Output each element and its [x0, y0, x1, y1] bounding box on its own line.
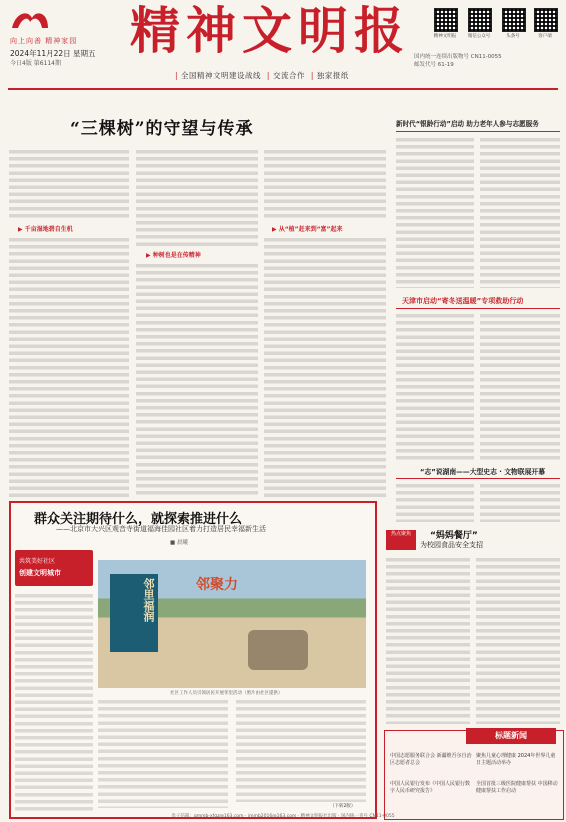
section-subhead: ▶ 从“植”赶来到“富”起来	[272, 226, 343, 233]
masthead-divider	[8, 88, 558, 90]
mama-title[interactable]: “妈妈餐厅”	[430, 531, 478, 541]
article-column	[264, 236, 386, 498]
news-item[interactable]: 聚焦儿童心理健康 2024年世界儿童日主题活动举办	[476, 753, 556, 766]
continued-note: （下转2版）	[330, 804, 356, 809]
people-group	[248, 630, 308, 670]
campaign-badge	[15, 550, 93, 586]
article-column	[396, 136, 474, 288]
byline: ■ 晨曦	[170, 540, 188, 546]
qr-code-area	[412, 6, 562, 84]
qr-label: 微信公众号	[467, 34, 491, 39]
section-subhead: ▶ 种树也是在传精神	[146, 252, 201, 259]
divider	[396, 131, 560, 132]
slogan-bar: | 全国精神文明建设战线 | 交流合作 | 独家报纸	[175, 71, 349, 80]
right-headline-2[interactable]: 天津市启动“寄冬送温暖”专项救助行动	[402, 297, 524, 305]
feature-subtitle: ——北京市大兴区观音寺街道福海佳园社区着力打造居民幸福新生活	[56, 525, 266, 533]
badge-line: 共筑美好社区	[19, 558, 56, 565]
main-headline[interactable]: “三棵树”的守望与传承	[70, 119, 254, 139]
title-news-head: 标题新闻	[466, 728, 556, 744]
photo-caption: 社区工作人员引领居民开展邻里活动（照片由社区提供）	[170, 691, 283, 696]
article-column	[15, 592, 93, 812]
article-column	[236, 698, 366, 802]
divider	[396, 478, 560, 479]
news-item[interactable]: 中国志愿服务联合会 新疆维吾尔自治区志愿者总会	[390, 753, 472, 766]
slogan-part: 交流合作	[272, 71, 305, 80]
qr-label: 头条号	[506, 34, 520, 39]
article-column	[480, 312, 560, 460]
right-headline-1[interactable]: 新时代“银龄行动”启动 助力老年人参与志愿服务	[396, 120, 539, 128]
hotspot-label: 热点聚焦	[390, 531, 411, 537]
newspaper-logo-icon	[8, 6, 52, 36]
article-column	[480, 482, 560, 522]
hotspot-badge	[386, 530, 416, 550]
article-column	[396, 482, 474, 522]
issue-number: 今日4版 第6114期	[10, 60, 61, 67]
masthead	[0, 0, 566, 92]
qr-label: 精神文明报	[433, 34, 457, 39]
postal-code: 邮发代号 61-19	[414, 62, 454, 68]
article-column	[480, 136, 560, 288]
article-column	[9, 236, 129, 498]
article-column	[476, 556, 560, 724]
news-item[interactable]: 全国首批三级医院健康帮扶 中国移动健康帮扶工作启动	[476, 781, 558, 794]
feature-title[interactable]: 群众关注期待什么，就探索推进什么	[34, 512, 243, 527]
feature-photo	[98, 560, 366, 688]
slogan-part: 全国精神文明建设战线	[181, 71, 262, 80]
logo-subtitle: 向上向善 精神家园	[10, 37, 78, 45]
news-item[interactable]: 中国人民银行发布《中国人民银行数字人民币研究报告》	[390, 781, 471, 794]
qr-code-icon[interactable]	[434, 8, 458, 32]
article-column	[396, 312, 474, 460]
article-column	[136, 262, 258, 498]
qr-code-icon[interactable]	[468, 8, 492, 32]
article-column	[9, 148, 129, 220]
issue-date: 2024年11月22日 星期五	[10, 49, 96, 58]
divider	[396, 308, 560, 309]
article-column	[98, 698, 228, 808]
qr-code-icon[interactable]	[534, 8, 558, 32]
community-sign: 邻聚力	[196, 577, 238, 593]
article-column	[386, 556, 470, 724]
edition-code: 国内统一连续出版物号 CN11-0055	[414, 54, 502, 60]
article-column	[136, 148, 258, 246]
qr-code-icon[interactable]	[502, 8, 526, 32]
badge-line: 创建文明城市	[19, 569, 61, 577]
article-column	[264, 148, 386, 220]
paper-name: 精神文明报	[130, 1, 410, 60]
mama-subtitle[interactable]: 为校园食品安全支招	[420, 541, 483, 549]
section-subhead: ▶ 千亩湿地碧自生机	[18, 226, 73, 233]
page-footer: 电子信箱：gmmb-xfgz@163.com · jmmb2016@163.com · 精神文明报社出版 · 国内统一刊号 CN11-0055	[171, 814, 395, 819]
right-headline-3[interactable]: “志”说湖南——大型史志 · 文物联展开幕	[420, 468, 545, 476]
slogan-part: 独家报纸	[316, 71, 349, 80]
qr-label: 客户端	[538, 34, 552, 39]
community-sign: 邻里福润	[110, 574, 158, 652]
